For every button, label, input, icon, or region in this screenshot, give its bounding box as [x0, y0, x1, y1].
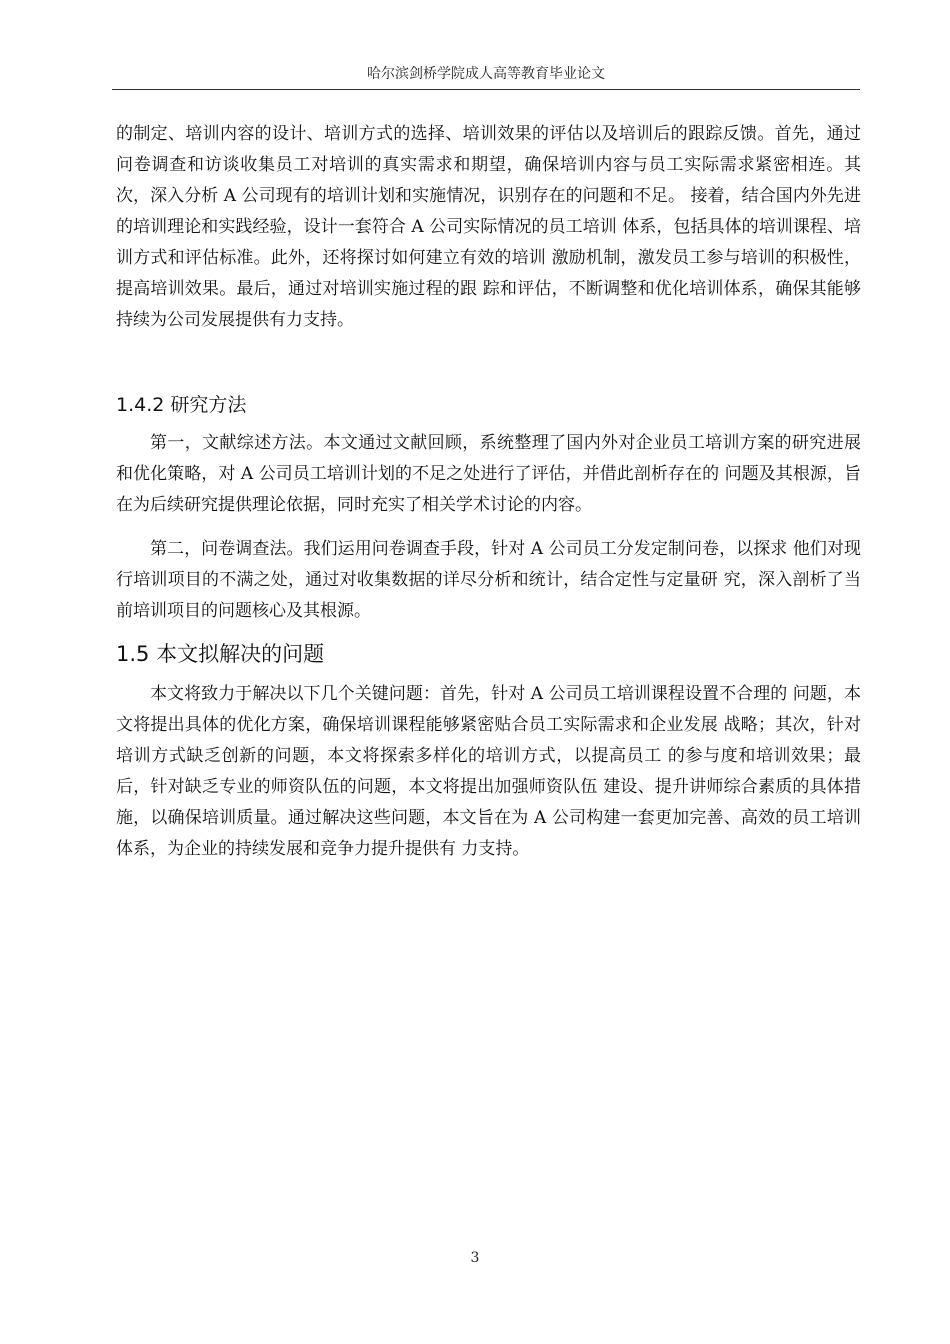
- page-header: [112, 64, 860, 90]
- paragraph-literature-review: 第一，文献综述方法。本文通过文献回顾，系统整理了国内外对企业员工培训方案的研究进展和优化策略，对 A 公司员工培训计划的不足之处进行了评估，并借此剖析存在的 问题及其根源，旨在为后续研究提供理论依据，同时充实了相关学术讨论的内容。: [116, 433, 861, 515]
- paragraph-problems: 本文将致力于解决以下几个关键问题：首先，针对 A 公司员工培训课程设置不合理的 问题，本文将提出具体的优化方案，确保培训课程能够紧密贴合员工实际需求和企业发展 战略；其次，针对培训方式缺乏创新的问题，本文将探索多样化的培训方式，以提高员工 的参与度和培训效果；最后，针对缺乏专业的师资队伍的问题，本文将提出加强师资队伍 建设、提升讲师综合素质的具体措施，以确保培训质量。通过解决这些问题，本文旨在为 A 公司构建一套更加完善、高效的员工培训体系，为企业的持续发展和竞争力提升提供有 力支持。: [116, 684, 861, 859]
- section-heading-problems: 1.5 本文拟解决的问题: [116, 642, 325, 666]
- header-title: 哈尔滨剑桥学院成人高等教育毕业论文: [367, 66, 605, 82]
- section-heading-research-methods: 1.4.2 研究方法: [116, 394, 247, 416]
- paragraph-questionnaire: 第二，问卷调查法。我们运用问卷调查手段，针对 A 公司员工分发定制问卷，以探求 他们对现行培训项目的不满之处，通过对收集数据的详尽分析和统计，结合定性与定量研 究，深入剖析了当前培训项目的问题核心及其根源。: [116, 539, 861, 621]
- paragraph-continued: 的制定、培训内容的设计、培训方式的选择、培训效果的评估以及培训后的跟踪反馈。首先，通过问卷调查和访谈收集员工对培训的真实需求和期望，确保培训内容与员工实际需求紧密相连。其次，深入分析 A 公司现有的培训计划和实施情况，识别存在的问题和不足。 接着，结合国内外先进的培训理论和实践经验，设计一套符合 A 公司实际情况的员工培训 体系，包括具体的培训课程、培训方式和评估标准。此外，还将探讨如何建立有效的培训 激励机制，激发员工参与培训的积极性，提高培训效果。最后，通过对培训实施过程的跟 踪和评估，不断调整和优化培训体系，确保其能够持续为公司发展提供有力支持。: [116, 124, 861, 330]
- page-number: 3: [470, 1250, 480, 1266]
